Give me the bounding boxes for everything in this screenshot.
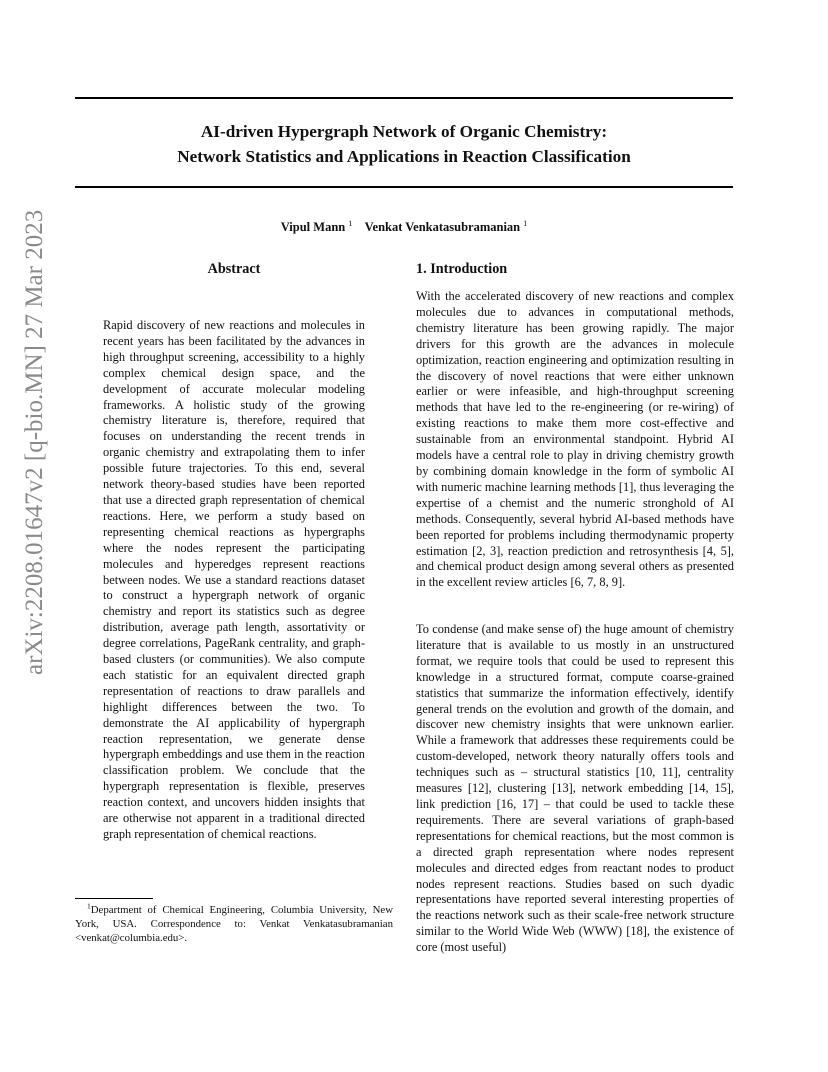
abstract-heading: Abstract	[207, 261, 261, 277]
introduction-paragraph: With the accelerated discovery of new reactions and complex molecules due to advances in computational methods, chemistry literature has been growing rapidly. The major drivers for this growth are the advances in molecule optimization, reaction engineering and optimization resulting in the discovery of novel reactions that were either unknown earlier or were infeasible, and high-throughput screening methods that have led to the re-engineering (or re-wiring) of existing reactions to make them more cost-effective and sustainable from an environmental standpoint. Hybrid AI models have a central role to play in driving chemistry growth by combining domain knowledge in the form of symbolic AI with numeric machine learning methods [1], thus leveraging the expertise of a chemist and the numeric stronghold of AI methods. Consequently, several hybrid AI-based methods have been reported for problems including thermodynamic property estimation [2, 3], reaction prediction and retrosynthesis [4, 5], and chemical product design among several others as presented in the excellent review articles [6, 7, 8, 9].	[416, 289, 734, 590]
paper-title	[75, 119, 733, 169]
title-line-1: AI-driven Hypergraph Network of Organic Chemistry:	[200, 122, 608, 141]
introduction-paragraph: To condense (and make sense of) the huge amount of chemistry literature that is available to us mostly in an unstructured format, we require tools that could be used to represent this knowledge in a structured format, compute coarse-grained statistics that summarize the information effectively, identify general trends on the evolution and growth of the domain, and discover new chemistry insights that were unknown earlier. While a framework that addresses these requirements could be custom-developed, network theory naturally offers tools and techniques such as – structural statistics [10, 11], centrality measures [12], clustering [13], network embedding [14, 15], link prediction [16, 17] – that could be used to tackle these requirements. There are several variations of graph-based representations for chemical reactions, but the most common is a directed graph representation where nodes represent molecules and directed edges from reactant nodes to product nodes represent reactions. Studies based on such dyadic representations have reported several interesting properties of the reactions network such as their scale-free network structure similar to the World Wide Web (WWW) [18], the existence of core (most useful)	[416, 622, 734, 955]
affiliation-footnote	[75, 903, 393, 945]
title-top-rule	[75, 97, 733, 99]
author-name: Venkat Venkatasubramanian	[364, 220, 521, 235]
author-list	[75, 216, 733, 235]
footnote-rule	[75, 898, 153, 899]
arxiv-identifier-stamp: arXiv:2208.01647v2 [q-bio.MN] 27 Mar 2023	[21, 209, 48, 675]
footnote-mark: 1	[87, 901, 91, 911]
author-name: Vipul Mann	[280, 220, 346, 235]
title-line-2: Network Statistics and Applications in Reaction Classification	[177, 147, 631, 166]
title-bottom-rule	[75, 186, 733, 188]
section-heading-introduction: 1. Introduction	[416, 261, 508, 277]
abstract-text: Rapid discovery of new reactions and molecules in recent years has been facilitated by the advances in high throughput screening, accessibility to a highly complex chemical design space, and the development of accurate molecular modeling frameworks. A holistic study of the growing chemistry literature is, therefore, required that focuses on understanding the recent trends in organic chemistry and extrapolating them to infer possible future trajectories. To this end, several network theory-based studies have been reported that use a directed graph representation of chemical reactions. Here, we perform a study based on representing chemical reactions as hypergraphs where the nodes represent the participating molecules and hyperedges represent reactions between nodes. We use a standard reactions dataset to construct a hypergraph network of organic chemistry and report its statistics such as degree distribution, average path length, assortativity or degree correlations, PageRank centrality, and graph-based clusters (or communities). We also compute each statistic for an equivalent directed graph representation of reactions to draw parallels and highlight differences between the two. To demonstrate the AI applicability of hypergraph reaction representation, we generate dense hypergraph embeddings and use them in the reaction classification problem. We conclude that the hypergraph representation is flexible, preserves reaction context, and uncovers hidden insights that are otherwise not apparent in a traditional directed graph representation of chemical reactions.	[103, 318, 365, 841]
author-affiliation-mark: 1	[348, 219, 353, 228]
footnote-text: Department of Chemical Engineering, Columbia University, New York, USA. Correspondence to: Venkat Venkatasubramanian <venkat@columbia.edu>.	[75, 904, 393, 944]
author-affiliation-mark: 1	[523, 219, 528, 228]
